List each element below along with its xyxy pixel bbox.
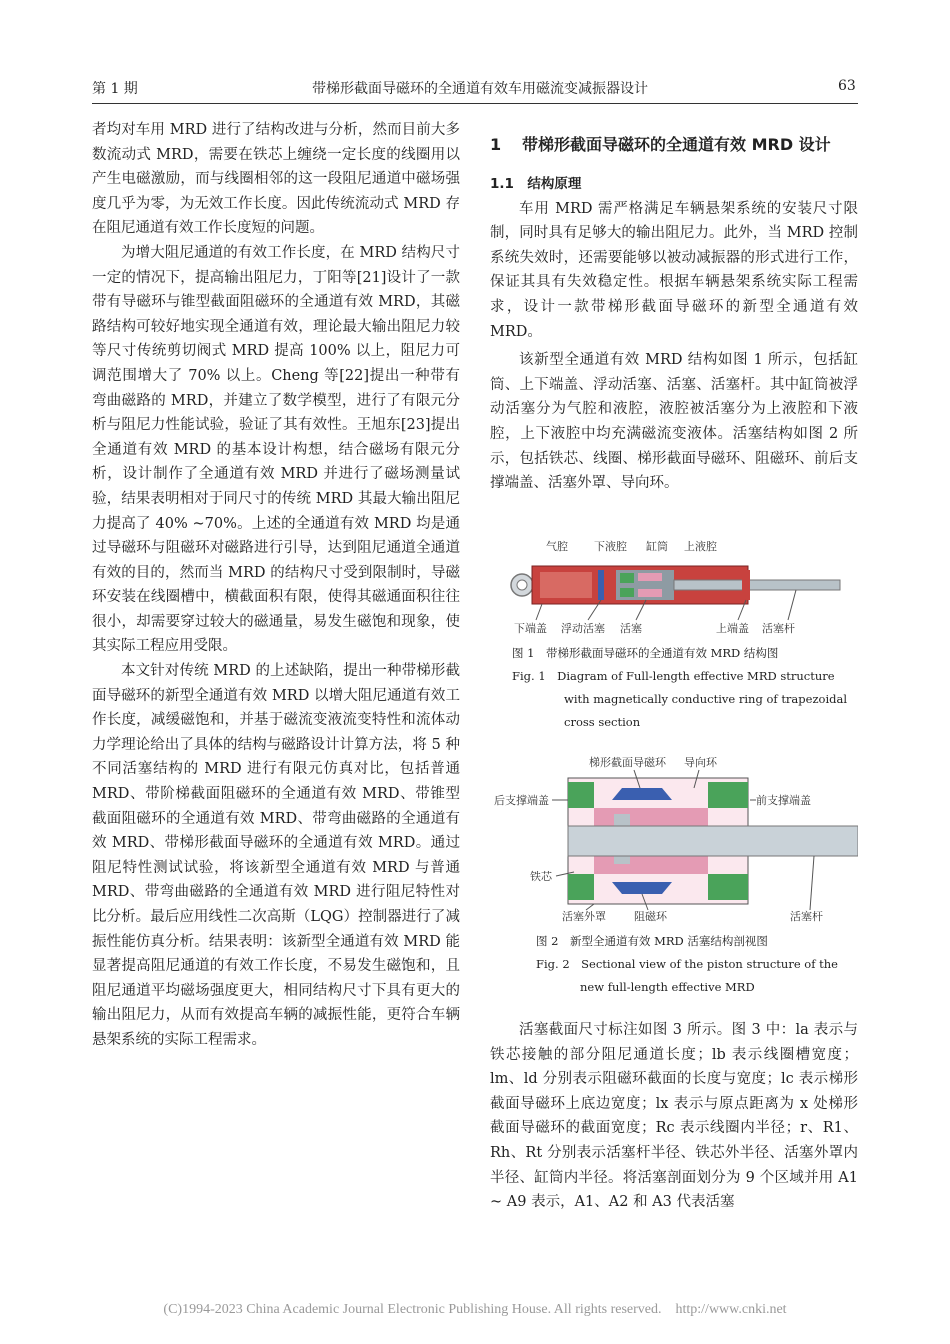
label-lower-chamber: 下液腔 (594, 540, 627, 553)
piston-rod (674, 580, 840, 590)
figure-1-mrd-structure (506, 540, 846, 640)
upper-cap (742, 570, 750, 600)
section-title: 带梯形截面导磁环的全通道有效 MRD 设计 (522, 135, 831, 154)
label-core: 铁芯 (530, 870, 552, 883)
paragraph: 该新型全通道有效 MRD 结构如图 1 所示，包括缸筒、上下端盖、浮动活塞、活塞、活塞杆。其中缸筒被浮动活塞分为气腔和液腔，液腔被活塞分为上液腔和下液腔，上下液腔中均充满磁流变液体。活塞结构如图 2 所示，包括铁芯、线圈、梯形截面导磁环、阻磁环、前后支撑端盖、活塞外罩、导向环。 (490, 352, 858, 492)
left-column (92, 118, 460, 1053)
right-column-bottom (490, 1018, 858, 1215)
floating-piston (598, 570, 604, 600)
rear-support-cap (568, 782, 594, 808)
label-front-cap: 前支撑端盖 (756, 794, 811, 807)
section-number: 1 (490, 135, 502, 154)
running-title: 带梯形截面导磁环的全通道有效车用磁流变减振器设计 (312, 81, 648, 97)
label-floating-piston: 浮动活塞 (561, 622, 605, 635)
label-upper-cap: 上端盖 (716, 622, 749, 635)
figure-2-piston-section (494, 752, 858, 924)
page-number: 63 (838, 78, 856, 94)
caption-en: Fig. 1 Diagram of Full-length effective MRD structure (512, 669, 835, 683)
running-header (0, 78, 950, 102)
paragraph: 本文针对传统 MRD 的上述缺陷，提出一种带梯形截面导磁环的新型全通道有效 MRD 以增大阻尼通道有效工作长度，减缓磁饱和，并基于磁流变液流变特性和流体动力学理论给出了具体的结构与磁路设计计算方法，将 5 种不同活塞结构的 MRD 进行有限元仿真对比，包括普通 MRD、带阶梯截面阻磁环的全通道有效 MRD、带锥型截面阻磁环的全通道有效 MRD、带弯曲磁路的全通道有效 MRD、带梯形截面导磁环的全通道有效 MRD。通过阻尼特性测试试验，将该新型全通道有效 MRD 与普通 MRD、带弯曲磁路的全通道有效 MRD 进行阻尼特性对比分析。最后应用线性二次高斯（LQG）控制器进行了减振性能仿真分析。结果表明：该新型全通道有效 MRD 能显著提高阻尼通道的有效工作长度，不易发生磁饱和，且阻尼通道平均磁场强度更大，相同结构尺寸下具有更大的输出阻尼力，从而有效提高车辆的减振性能，更符合车辆悬架系统的实际工程需求。 (92, 663, 460, 1048)
label-lower-cap: 下端盖 (514, 622, 547, 635)
figure-2-caption (536, 930, 838, 999)
rear-support-cap (568, 874, 594, 900)
label-upper-chamber: 上液腔 (684, 540, 717, 553)
caption-cn: 图 1 带梯形截面导磁环的全通道有效 MRD 结构图 (512, 646, 779, 660)
front-support-cap (708, 782, 748, 808)
label-piston-rod: 活塞杆 (762, 622, 795, 635)
piston-rod (568, 826, 858, 856)
copyright-footer: (C)1994-2023 China Academic Journal Electronic Publishing House. All rights reserved. http://www.cnki.net (163, 1302, 787, 1317)
label-guide-ring: 导向环 (684, 756, 717, 769)
leader (536, 604, 542, 620)
label-gas-chamber: 气腔 (546, 540, 568, 553)
paragraph: 为增大阻尼通道的有效工作长度，在 MRD 结构尺寸一定的情况下，提高输出阻尼力，丁阳等[21]设计了一款带有导磁环与锥型截面阻磁环的全通道有效 MRD，其磁路结构可较好地实现全通道有效，理论最大输出阻尼力较等尺寸传统剪切阀式 MRD 提高 100% 以上，阻尼力可调范围增大了 70% 以上。Cheng 等[22]提出一种带有弯曲磁路的 MRD，并建立了数学模型，进行了有限元分析与阻尼力性能试验，验证了其有效性。王旭东[23]提出全通道有效 MRD 的基本设计构想，结合磁场有限元分析，设计制作了全通道有效 MRD 并进行了磁场测量试验，结果表明相对于同尺寸的传统 MRD 其最大输出阻尼力提高了 40% ~70%。上述的全通道有效 MRD 均是通过导磁环与阻磁环对磁路进行引导，达到阻尼通道全通道有效的目的，然而当 MRD 的结构尺寸受到限制时，导磁环安装在线圈槽中，横截面积有限，使得其磁通面积往往很小，却需要穿过较大的磁通量，易发生磁饱和现象，使其实际工程应用受限。 (92, 244, 460, 655)
label-cylinder: 缸筒 (646, 540, 668, 553)
caption-en: new full-length effective MRD (580, 980, 755, 994)
section-heading (490, 132, 858, 158)
lower-eye-hole (517, 580, 527, 590)
core-upper (594, 808, 708, 826)
trapezoid-ring (612, 788, 672, 800)
paragraph: 活塞截面尺寸标注如图 3 所示。图 3 中：la 表示与铁芯接触的部分阻尼通道长度；lb 表示线圈槽宽度；lm、ld 分别表示阻磁环截面的长度与宽度；lc 表示梯形截面导磁环上底边宽度；lx 表示与原点距离为 x 处梯形截面导磁环的截面宽度；Rc 表示线圈内半径；r、R1、Rh、Rt 分别表示活塞杆半径、铁芯外半径、活塞外罩内半径、缸筒内半径。将活塞剖面划分为 9 个区域并用 A1 ~ A9 表示，A1、A2 和 A3 代表活塞 (490, 1022, 858, 1211)
caption-en: cross section (564, 715, 641, 729)
right-column-top (490, 132, 858, 496)
label-trapezoid-ring: 梯形截面导磁环 (589, 756, 666, 769)
leader (810, 856, 814, 910)
caption-en: with magnetically conductive ring of trapezoidal (564, 692, 848, 706)
piston-ring (620, 573, 634, 583)
front-support-cap (708, 874, 748, 900)
paragraph: 者均对车用 MRD 进行了结构改进与分析，然而目前大多数流动式 MRD，需要在铁芯上缠绕一定长度的线圈用以产生电磁激励，而与线圈相邻的这一段阻尼通道中磁场强度几乎为零，为无效工作长度。因此传统流动式 MRD 存在阻尼通道有效工作长度短的问题。 (92, 122, 460, 237)
gas-chamber (540, 572, 592, 598)
piston-coil (638, 573, 662, 581)
paragraph: 车用 MRD 需严格满足车辆悬架系统的安装尺寸限制，同时具有足够大的输出阻尼力。此外，当 MRD 控制系统失效时，还需要能够以被动减振器的形式进行工作，保证其具有失效稳定性。根据车辆悬架系统实际工程需求，设计一款带梯形截面导磁环的新型全通道有效 MRD。 (490, 200, 858, 340)
core-lower (594, 856, 708, 874)
caption-en: Fig. 2 Sectional view of the piston structure of the (536, 957, 838, 971)
trapezoid-ring (612, 882, 672, 894)
figure-1-caption (512, 642, 847, 734)
leader (788, 590, 796, 620)
label-piston-cover: 活塞外罩 (562, 910, 606, 923)
piston-ring (620, 588, 634, 597)
caption-cn: 图 2 新型全通道有效 MRD 活塞结构剖视图 (536, 934, 768, 948)
label-block-ring: 阻磁环 (634, 910, 667, 923)
label-rear-cap: 后支撑端盖 (494, 794, 549, 807)
subsection-heading: 1.1 结构原理 (490, 176, 582, 192)
label-piston: 活塞 (620, 622, 642, 635)
issue-number: 第 1 期 (92, 81, 138, 97)
piston-coil (638, 589, 662, 597)
label-piston-rod: 活塞杆 (790, 910, 823, 923)
header-rule (92, 103, 858, 104)
